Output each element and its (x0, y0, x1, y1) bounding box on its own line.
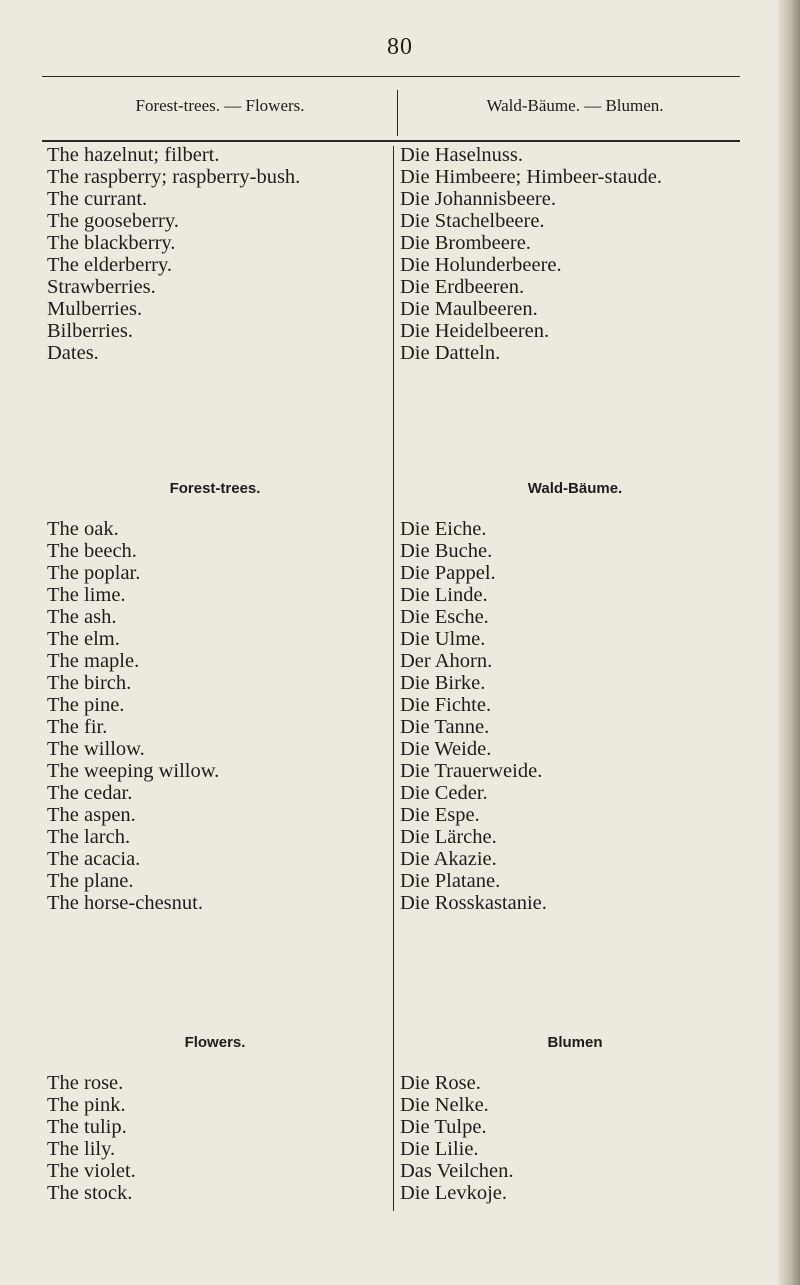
entry-de: Die Birke. (400, 672, 486, 694)
entry-de: Die Ceder. (400, 782, 488, 804)
entry-en: Bilberries. (47, 320, 133, 342)
section-title-forest-trees-en: Forest-trees. (169, 480, 261, 497)
entry-de: Die Nelke. (400, 1094, 489, 1116)
forest-trees-english (47, 518, 382, 914)
entry-de: Die Holunderbeere. (400, 254, 562, 276)
entry-de: Die Weide. (400, 738, 492, 760)
entry-de: Die Eiche. (400, 518, 487, 540)
entry-en: The blackberry. (47, 232, 176, 254)
entry-en: The elm. (47, 628, 120, 650)
entry-en: The acacia. (47, 848, 141, 870)
entry-de: Die Lilie. (400, 1138, 479, 1160)
entry-de: Die Platane. (400, 870, 501, 892)
entry-en: The elderberry. (47, 254, 173, 276)
entry-de: Die Maulbeeren. (400, 298, 538, 320)
entry-en: The weeping willow. (47, 760, 220, 782)
page-edge (778, 0, 800, 1285)
entry-de: Die Fichte. (400, 694, 492, 716)
entry-de: Die Heidelbeeren. (400, 320, 550, 342)
section-title-forest-trees-de: Wald-Bäume. (527, 480, 623, 497)
entry-en: The rose. (47, 1072, 124, 1094)
entry-de: Die Espe. (400, 804, 480, 826)
entry-de: Die Brombeere. (400, 232, 531, 254)
entry-en: The birch. (47, 672, 132, 694)
section-title-flowers-en: Flowers. (184, 1034, 246, 1051)
entry-de: Die Himbeere; Himbeer-staude. (400, 166, 662, 188)
flowers-german (400, 1072, 740, 1204)
flowers-english (47, 1072, 382, 1204)
entry-de: Die Haselnuss. (400, 144, 523, 166)
entry-de: Die Trauerweide. (400, 760, 543, 782)
block1-german (400, 144, 740, 364)
entry-en: The horse-chesnut. (47, 892, 203, 914)
top-rule (42, 76, 740, 77)
entry-de: Die Johannisbeere. (400, 188, 556, 210)
entry-en: The hazelnut; filbert. (47, 144, 220, 166)
entry-en: The currant. (47, 188, 148, 210)
entry-en: The cedar. (47, 782, 133, 804)
entry-en: The poplar. (47, 562, 141, 584)
entry-de: Die Ulme. (400, 628, 486, 650)
entry-de: Die Tulpe. (400, 1116, 487, 1138)
header-left: Forest-trees. — Flowers. (135, 96, 305, 115)
entry-en: Mulberries. (47, 298, 143, 320)
entry-de: Die Buche. (400, 540, 493, 562)
header-bottom-rule (42, 140, 740, 142)
entry-de: Die Esche. (400, 606, 489, 628)
entry-en: The raspberry; raspberry-bush. (47, 166, 301, 188)
entry-en: The maple. (47, 650, 140, 672)
entry-de: Die Akazie. (400, 848, 497, 870)
entry-en: Strawberries. (47, 276, 156, 298)
entry-en: The plane. (47, 870, 134, 892)
entry-de: Die Lärche. (400, 826, 497, 848)
entry-de: Die Levkoje. (400, 1182, 508, 1204)
entry-en: The pine. (47, 694, 125, 716)
entry-en: The lime. (47, 584, 126, 606)
entry-de: Die Rosskastanie. (400, 892, 547, 914)
entry-en: The oak. (47, 518, 119, 540)
entry-de: Die Datteln. (400, 342, 501, 364)
header-divider (397, 90, 398, 136)
entry-en: The stock. (47, 1182, 133, 1204)
entry-en: The willow. (47, 738, 145, 760)
entry-en: The beech. (47, 540, 137, 562)
entry-en: The ash. (47, 606, 117, 628)
entry-de: Die Tanne. (400, 716, 490, 738)
entry-en: The larch. (47, 826, 131, 848)
forest-trees-german (400, 518, 740, 914)
entry-de: Die Linde. (400, 584, 488, 606)
entry-de: Der Ahorn. (400, 650, 493, 672)
section-title-flowers-de: Blumen (547, 1034, 603, 1051)
entry-de: Die Stachelbeere. (400, 210, 545, 232)
entry-de: Die Pappel. (400, 562, 496, 584)
entry-en: The violet. (47, 1160, 136, 1182)
page-number: 80 (387, 34, 413, 60)
entry-en: The gooseberry. (47, 210, 179, 232)
entry-en: The aspen. (47, 804, 136, 826)
column-divider (393, 146, 394, 1211)
entry-en: The tulip. (47, 1116, 127, 1138)
header-right: Wald-Bäume. — Blumen. (486, 96, 664, 115)
entry-en: The lily. (47, 1138, 116, 1160)
entry-de: Die Erdbeeren. (400, 276, 525, 298)
entry-de: Das Veilchen. (400, 1160, 514, 1182)
entry-de: Die Rose. (400, 1072, 481, 1094)
entry-en: The pink. (47, 1094, 126, 1116)
block1-english (47, 144, 382, 364)
entry-en: The fir. (47, 716, 108, 738)
entry-en: Dates. (47, 342, 99, 364)
